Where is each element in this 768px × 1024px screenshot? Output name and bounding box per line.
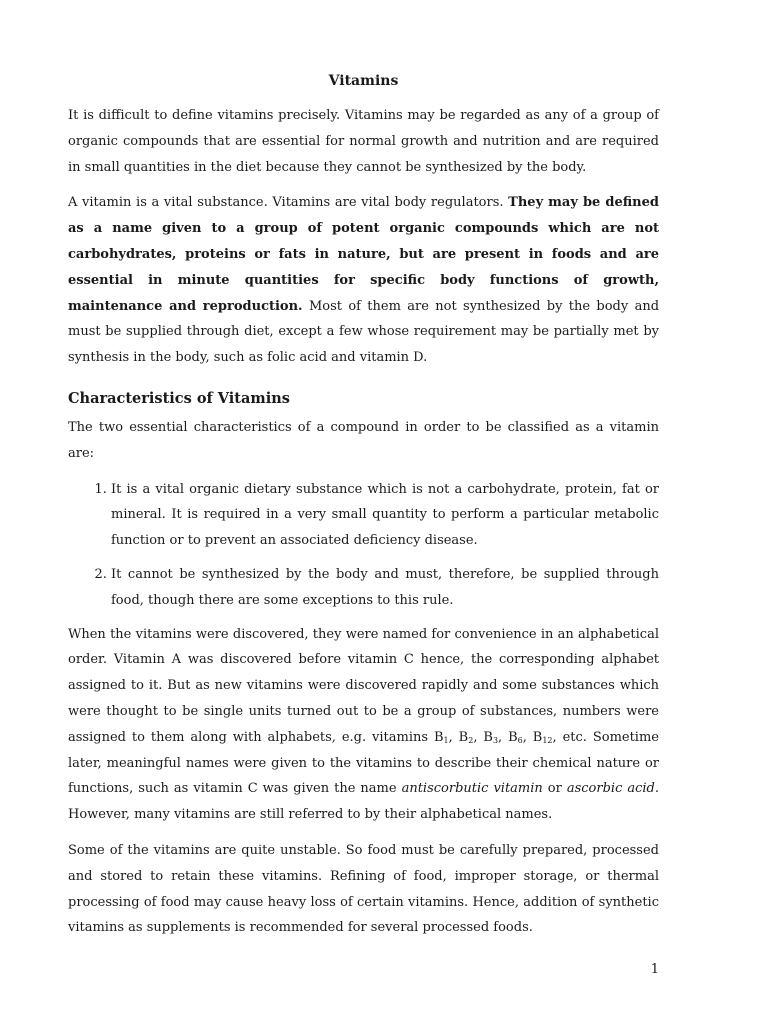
paragraph-text: Most of them are not synthesized by the body and must be supplied through diet, except a few whose requirement may be partially met by synthesis in the body, such as folic acid and vitamin D. <box>68 298 660 366</box>
italic-term: antiscorbutic vitamin <box>401 781 543 797</box>
separator-text: , B <box>498 729 518 745</box>
paragraph-vital-substance <box>68 190 659 371</box>
paragraph-text: , etc. Sometime later, meaningful names were given to the vitamins to describe their chemical nature or functions, such as vitamin C was given the name <box>68 729 659 797</box>
characteristics-list <box>68 477 659 614</box>
bold-definition: They may be defined as a name given to a group of potent organic compounds which are not carbohydrates, proteins or fats in nature, but are present in foods and are essential in minute quantities for specific body functions of growth, maintenance and reproduction. <box>68 195 659 314</box>
paragraph-text: When the vitamins were discovered, they were named for convenience in an alphabetical order. Vitamin A was discovered before vitamin C hence, the corresponding alphabet assigned to it. But as new vitamins were discovered rapidly and some substances which were thought to be single units turned out to be a group of substances, numbers were assigned to them along with alphabets, e.g. vitamins B <box>68 626 659 745</box>
list-item: 2. It cannot be synthesized by the body and must, therefore, be supplied through food, though there are some exceptions to this rule. <box>111 562 659 614</box>
list-item: 1. It is a vital organic dietary substance which is not a carbohydrate, protein, fat or mineral. It is required in a very small quantity to perform a particular metabolic function or to prevent an associated deficiency disease. <box>111 477 659 554</box>
italic-term: ascorbic acid. <box>566 781 659 797</box>
separator-text: or <box>542 781 567 797</box>
paragraph-naming <box>68 622 659 828</box>
paragraph-unstable: Some of the vitamins are quite unstable. So food must be carefully prepared, processed and stored to retain these vitamins. Refining of food, improper storage, or thermal processing of food may cause heavy loss of certain vitamins. Hence, addition of synthetic vitamins as supplements is recommended for several processed foods. <box>68 842 659 936</box>
separator-text: , B <box>448 729 469 745</box>
separator-text: , B <box>522 729 543 745</box>
subscript: 1 <box>443 735 449 745</box>
paragraph-text: However, many vitamins are still referred to by their alphabetical names. <box>68 807 553 823</box>
section-heading-characteristics: Characteristics of Vitamins <box>68 389 290 407</box>
subscript: 12 <box>542 735 553 745</box>
paragraph-text: A vitamin is a vital substance. Vitamins are vital body regulators. <box>68 195 509 211</box>
subscript: 6 <box>517 735 523 745</box>
page-number: 1 <box>650 962 659 977</box>
paragraph-definition: It is difficult to define vitamins precisely. Vitamins may be regarded as any of a group of organic compounds that are essential for normal growth and nutrition and are required in small quantities in the diet because they cannot be synthesized by the body. <box>68 108 659 175</box>
subscript: 2 <box>468 735 474 745</box>
paragraph-characteristics-intro: The two essential characteristics of a compound in order to be classified as a vitamin are: <box>68 419 659 461</box>
document-page <box>68 70 659 951</box>
document-title: Vitamins <box>328 73 399 89</box>
subscript: 3 <box>492 735 499 745</box>
separator-text: , B <box>473 729 493 745</box>
